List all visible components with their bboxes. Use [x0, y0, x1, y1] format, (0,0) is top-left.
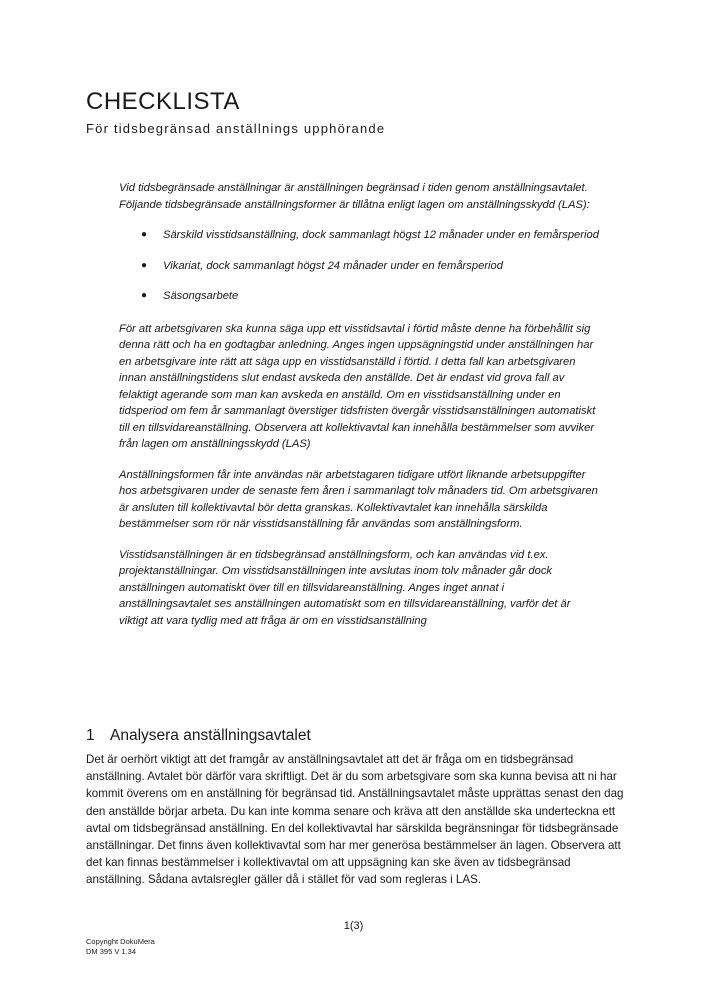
intro-paragraph: Visstidsanställningen är en tidsbegränsad anställningsform, och kan användas vid t.ex. projektanställningar. Om visstidsanställningen inte avslutas inom tolv månader går dock anställningen automatiskt över till en tillsvidareanställning. Anges inget annat i anställningsavtalet ses anställningen automatiskt som en tillsvidareanställning, varför det är viktigt att vara tydlig med att fråga är om en visstidsanställning [119, 548, 571, 627]
footer [86, 937, 155, 957]
section-number: 1 [86, 727, 95, 744]
list-item: ● Särskild visstidsanställning, dock sammanlagt högst 12 månader under en femårsperiod [163, 227, 599, 244]
intro-paragraph: Vid tidsbegränsade anställningar är anställningen begränsad i tiden genom anställningsavtalet. Följande tidsbegränsade anställningsformer är tillåtna enligt lagen om anställningsskydd (LAS): [119, 182, 590, 211]
employment-forms-list [119, 227, 599, 305]
list-item: ● Säsongsarbete [163, 288, 599, 305]
intro-paragraph: Anställningsformen får inte användas när arbetstagaren tidigare utfört liknande arbetsuppgifter hos arbetsgivaren under de senaste fem åren i sammanlagt tolv månaders tid. Om arbetsgivaren är ansluten till kollektivavtal bör detta granskas. Kollektivavtalet kan innehålla särskilda bestämmelser som rör när visstidsanställning får användas som anställningsform. [119, 468, 598, 530]
footer-version: DM 395 V 1.34 [86, 947, 137, 956]
intro-block [119, 180, 599, 643]
section-body: Det är oerhört viktigt att det framgår av anställningsavtalet att det är fråga om en tidsbegränsad anställning. Avtalet bör därför vara skriftligt. Det är du som arbetsgivare som ska kunna bevisa att ni har kommit överens om en anställning för begränsad tid. Anställningsavtalet måste upprättas senast den dag den anställde börjar arbeta. Du kan inte komma senare och kräva att den anställde ska underteckna ett avtal om tidsbegränsad anställning. En del kollektivavtal har särskilda begränsningar för tidsbegränsade anställningar. Det finns även kollektivavtal som har mer generösa bestämmelser än lagen. Observera att det kan finnas bestämmelser i kollektivavtal om att uppsägning kan ske även av tidsbegränsad anställning. Sådana avtalsregler gäller då i stället för vad som regleras i LAS. [86, 753, 624, 887]
section-title: Analysera anställningsavtalet [110, 727, 311, 744]
document-subtitle: För tidsbegränsad anställnings upphörande [86, 121, 386, 136]
section-heading [86, 727, 311, 745]
bullet-icon: ● [141, 259, 148, 271]
page-number: 1(3) [343, 920, 364, 932]
bullet-icon: ● [141, 290, 148, 301]
list-item: ● Vikariat, dock sammanlagt högst 24 månader under en femårsperiod [163, 258, 599, 275]
document-title: CHECKLISTA [86, 88, 240, 115]
bullet-icon: ● [141, 229, 148, 240]
footer-copyright: Copyright DokuMera [86, 937, 155, 946]
intro-paragraph: För att arbetsgivaren ska kunna säga upp ett visstidsavtal i förtid måste denne ha förbehållit sig denna rätt och ha en godtagbar anledning. Anges ingen uppsägningstid under anställningen har en arbetsgivare inte rätt att säga upp en visstidsanställd i förtid. I detta fall kan arbetsgivaren innan anställningstidens slut endast avskeda den anställde. Det är endast vid grova fall av felaktigt agerande som man kan avskeda en anställd. Om en visstidsanställning under en tidsperiod om fem år sammanlagt överstiger tidsfristen övergår visstidsanställningen automatiskt till en tillsvidareanställning. Observera att kollektivavtal kan innehålla bestämmelser som avviker från lagen om anställningsskydd (LAS) [119, 322, 596, 450]
